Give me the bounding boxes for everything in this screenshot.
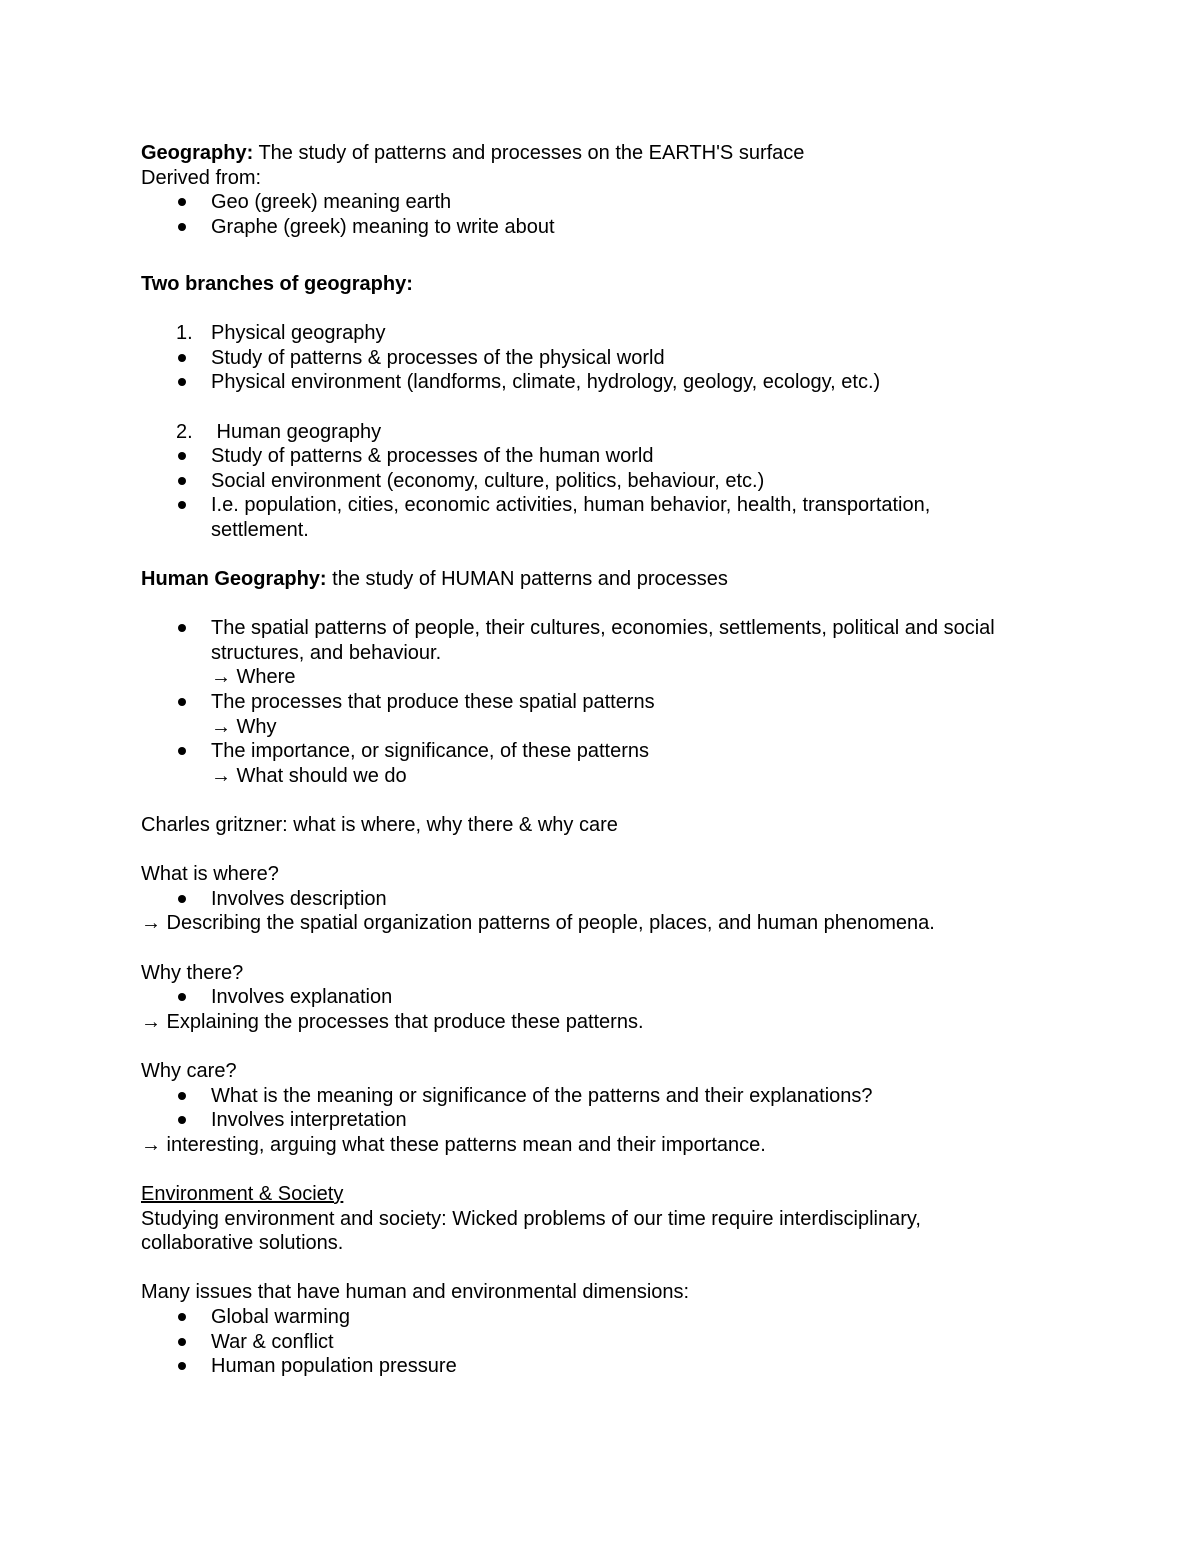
list-number: 1. [176, 322, 193, 345]
numbered-item-physical: 1. Physical geography [176, 322, 386, 345]
issues-intro: Many issues that have human and environmental dimensions: [141, 1281, 690, 1304]
list-number: 2. [176, 420, 193, 443]
arrow-note: → Where [211, 666, 296, 689]
arrow-note: → Describing the spatial organization patterns of people, places, and human phenomena. [141, 912, 935, 935]
list-item: Involves explanation [141, 985, 1071, 1010]
bullet-icon [178, 477, 186, 485]
bullet-icon [178, 1362, 186, 1370]
spacer [141, 838, 1071, 863]
list-item: Global warming [141, 1305, 1071, 1330]
bullet-icon [178, 1338, 186, 1346]
list-item: Study of patterns & processes of the human world [141, 444, 1071, 469]
spacer [141, 1157, 1071, 1182]
list-item: Involves interpretation [141, 1108, 1071, 1133]
list-item: Social environment (economy, culture, politics, behaviour, etc.) [141, 469, 1071, 494]
human-geography-definition-text: the study of HUMAN patterns and processes [326, 568, 728, 591]
list-item: The importance, or significance, of these patterns → What should we do [141, 739, 1071, 788]
list-item: The spatial patterns of people, their cultures, economies, settlements, political and social structures, and behaviour. → Where [141, 616, 1071, 690]
geography-definition [141, 141, 1071, 166]
arrow-note: → Explaining the processes that produce these patterns. [141, 1010, 644, 1033]
spacer [141, 395, 1071, 420]
environment-society-heading: Environment & Society [141, 1182, 344, 1205]
bullet-icon [178, 452, 186, 460]
bullet-icon [178, 1313, 186, 1321]
bullet-icon [178, 378, 186, 386]
list-item: Graphe (greek) meaning to write about [141, 215, 1071, 240]
spacer [141, 592, 1071, 617]
branches-heading: Two branches of geography: [141, 272, 413, 295]
bullet-icon [178, 624, 186, 632]
what-is-where-question: What is where? [141, 863, 279, 886]
human-geography-definition [141, 567, 1071, 592]
arrow-note: → interesting, arguing what these patterns mean and their importance. [141, 1133, 766, 1156]
bullet-icon [178, 747, 186, 755]
spacer [141, 1034, 1071, 1059]
list-item: I.e. population, cities, economic activities, human behavior, health, transportation, settlement. [141, 493, 1071, 542]
list-item: Involves description [141, 887, 1071, 912]
why-care-question: Why care? [141, 1059, 237, 1082]
spacer [141, 936, 1071, 961]
spacer [141, 1256, 1071, 1281]
why-there-question: Why there? [141, 961, 244, 984]
bullet-icon [178, 354, 186, 362]
bullet-icon [178, 1116, 186, 1124]
spacer [141, 788, 1071, 813]
geography-term: Geography: [141, 142, 254, 164]
list-item: Physical environment (landforms, climate, hydrology, geology, ecology, etc.) [141, 370, 1071, 395]
list-item: Human population pressure [141, 1354, 1071, 1379]
bullet-icon [178, 223, 186, 231]
geography-definition-text: The study of patterns and processes on the EARTH'S surface [253, 142, 805, 164]
list-item: The processes that produce these spatial patterns → Why [141, 690, 1071, 739]
list-item: Study of patterns & processes of the physical world [141, 346, 1071, 371]
bullet-icon [178, 501, 186, 509]
bullet-icon [178, 1092, 186, 1100]
spacer [141, 297, 1071, 322]
numbered-item-human: 2. Human geography [176, 420, 382, 443]
bullet-icon [178, 698, 186, 706]
arrow-note: → What should we do [211, 764, 407, 787]
list-item: Geo (greek) meaning earth [141, 190, 1071, 215]
spacer [141, 264, 1071, 272]
gritzner-quote: Charles gritzner: what is where, why there & why care [141, 814, 618, 837]
environment-society-text: Studying environment and society: Wicked problems of our time require interdisciplinary, collaborative solutions. [141, 1207, 921, 1255]
spacer [141, 543, 1071, 568]
spacer [141, 239, 1071, 264]
bullet-icon [178, 198, 186, 206]
human-geography-term: Human Geography: [141, 568, 327, 591]
derived-from-label: Derived from: [141, 166, 262, 189]
document-page [141, 141, 1071, 1379]
arrow-note: → Why [211, 715, 277, 738]
list-item: War & conflict [141, 1330, 1071, 1355]
bullet-icon [178, 993, 186, 1001]
list-item: What is the meaning or significance of the patterns and their explanations? [141, 1084, 1071, 1109]
bullet-icon [178, 895, 186, 903]
